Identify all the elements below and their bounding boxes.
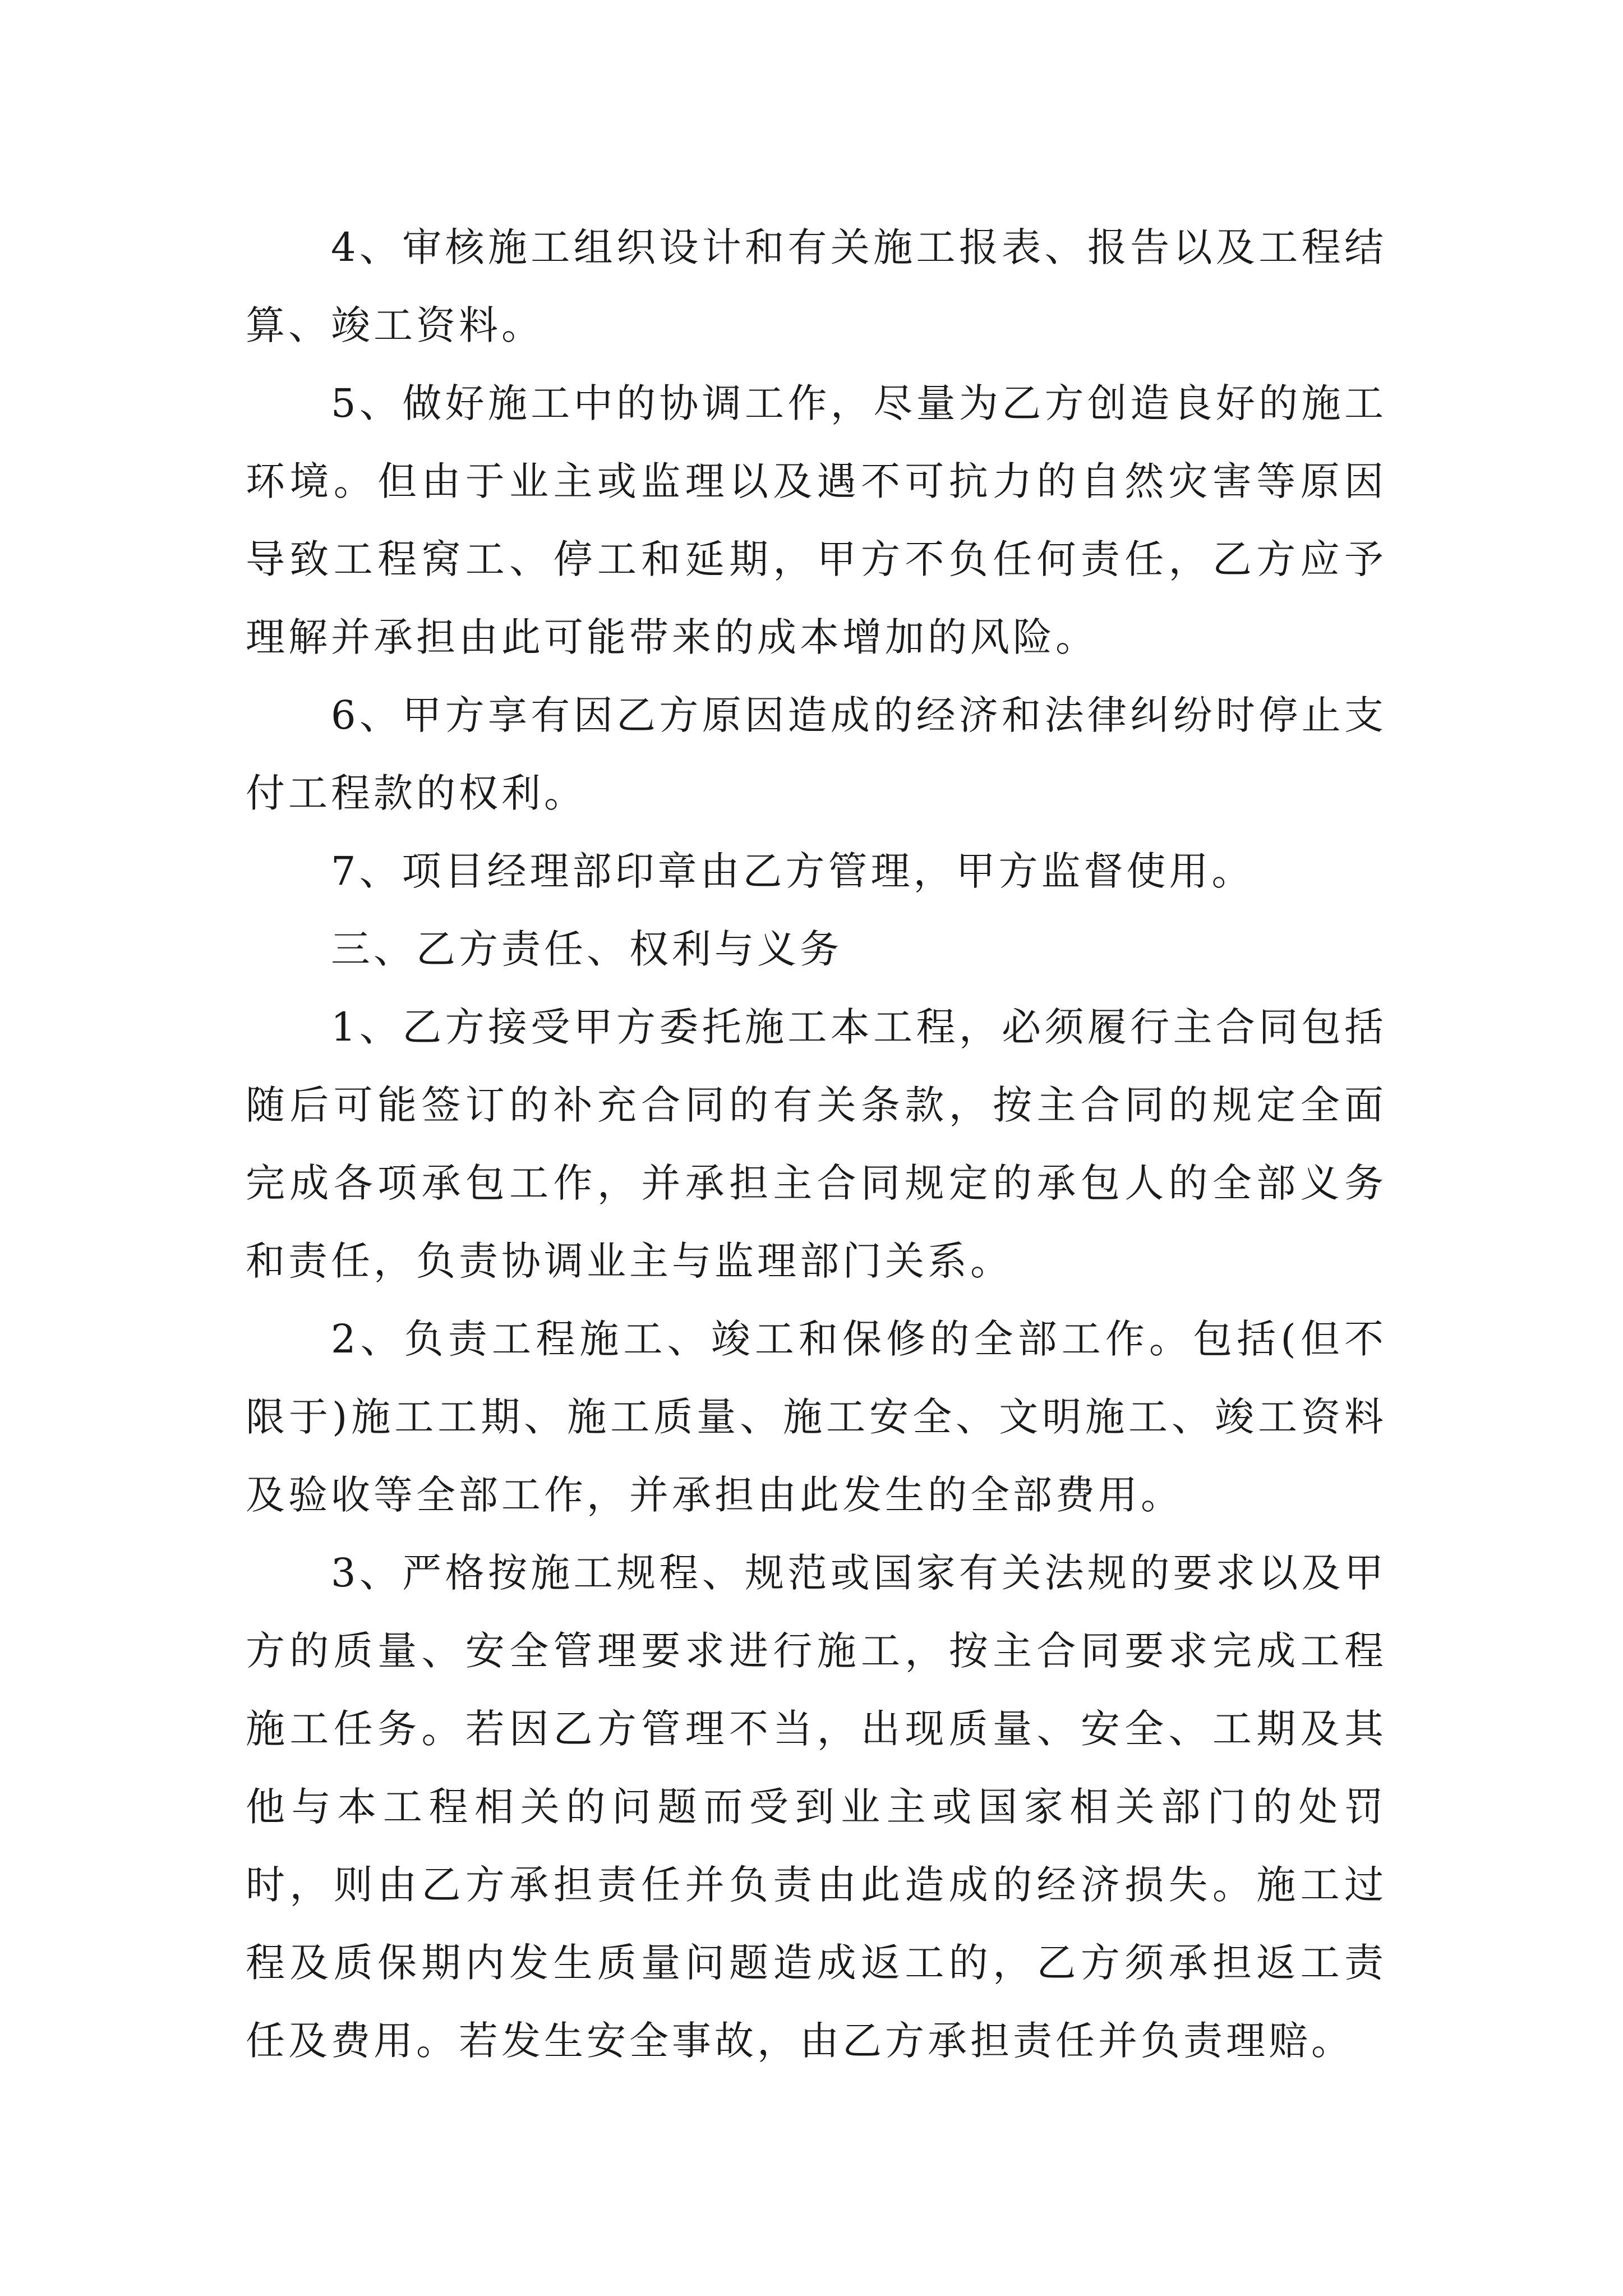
paragraph-item-5: 5、做好施工中的协调工作，尽量为乙方创造良好的施工环境。但由于业主或监理以及遇不可抗力的自然灾害等原因导致工程窝工、停工和延期，甲方不负任何责任，乙方应予理解并承担由此可能带来的成本增加的风险。 [246,380,1387,660]
paragraph-party-b-2: 2、负责工程施工、竣工和保修的全部工作。包括(但不限于)施工工期、施工质量、施工安全、文明施工、竣工资料及验收等全部工作，并承担由此发生的全部费用。 [246,1316,1387,1518]
document-body [246,209,1387,2080]
paragraph-item-4: 4、审核施工组织设计和有关施工报表、报告以及工程结算、竣工资料。 [246,224,1387,348]
paragraph-party-b-1: 1、乙方接受甲方委托施工本工程，必须履行主合同包括随后可能签订的补充合同的有关条款，按主合同的规定全面完成各项承包工作，并承担主合同规定的承包人的全部义务和责任，负责协调业主与监理部门关系。 [246,1004,1387,1284]
paragraph-item-7: 7、项目经理部印章由乙方管理，甲方监督使用。 [331,848,1255,894]
paragraph-item-6: 6、甲方享有因乙方原因造成的经济和法律纠纷时停止支付工程款的权利。 [246,692,1387,816]
paragraph-party-b-3: 3、严格按施工规程、规范或国家有关法规的要求以及甲方的质量、安全管理要求进行施工，按主合同要求完成工程施工任务。若因乙方管理不当，出现质量、安全、工期及其他与本工程相关的问题而受到业主或国家相关部门的处罚时，则由乙方承担责任并负责由此造成的经济损失。施工过程及质保期内发生质量问题造成返工的，乙方须承担返工责任及费用。若发生安全事故，由乙方承担责任并负责理赔。 [246,1550,1387,2064]
section-heading-party-b: 三、乙方责任、权利与义务 [331,926,842,972]
